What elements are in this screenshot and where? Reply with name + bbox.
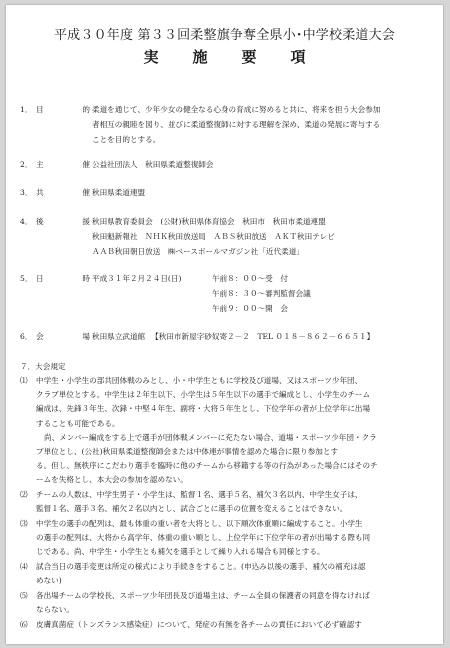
rule-line: することも可能である。 [36, 418, 120, 428]
rule-line: めない) [36, 576, 62, 586]
section-label-char: 後 [36, 217, 44, 226]
event-schedule [212, 271, 311, 316]
rule-mark: ⑸ [20, 591, 28, 600]
rule-line: の選手の配列は、大将から高学年、体重の重い順とし、上位学年に下位学年の者が出場する際も同 [36, 533, 371, 543]
rule-text [36, 488, 432, 516]
rule-line: ならない。 [36, 605, 74, 615]
rule-text [36, 560, 432, 588]
content-line: ＡＡＢ秋田朝日放送 ㈱ベースボールマガジン社「近代柔道」 [92, 247, 304, 256]
rule-line: 編成は、先鋒３年生、次鋒・中堅４年生、副将・大将５年生とし、下位学年の者が上位学年に出場 [36, 404, 371, 414]
rule-text [36, 374, 432, 488]
rule-line: 中学生・小学生の部共団体戦のみとし、小・中学生ともに学校及び道場、又はスポーツ少年団、 [36, 376, 363, 385]
rule-text [36, 589, 432, 617]
section-label-char: 目 [36, 105, 44, 114]
section-label-char: 催 [82, 160, 90, 169]
rule-line: 各出場チームの学校長、スポーツ少年団長及び道場主は、チーム全員の保護者の同意を得なければ [36, 591, 370, 600]
schedule-item: 午前８：３０～審判監督会議 [212, 289, 311, 298]
section-number: 6． [20, 332, 33, 341]
rules-heading: ７．大会規定 [20, 362, 66, 371]
rule-line: ームを失格とし、本大会の参加を認めない。 [36, 475, 188, 485]
rule-mark: ⑹ [20, 620, 28, 629]
content-line: 秋田県教育委員会 (公財)秋田県体育協会 秋田市 秋田市柔道連盟 [92, 217, 326, 226]
section-content [92, 102, 430, 147]
section-label-char: 会 [36, 332, 44, 341]
section-number: 1． [20, 105, 33, 114]
rule-line: 尚、メンバー編成をする上で選手が団体戦メンバーに充たない場合、道場・スポーツ少年団・クラ [44, 432, 377, 442]
section-label [36, 329, 90, 344]
section-label-char: 場 [82, 332, 90, 341]
rule-line: 中学生の選手の配列は、最も体重の重い者を大将とし、以下順次体重順に編成すること。小学生 [36, 519, 363, 528]
section-label-char: 的 [82, 105, 90, 114]
section-label-char: 援 [82, 217, 90, 226]
section-label [36, 102, 90, 117]
section-label [36, 271, 90, 286]
event-date: 平成３１年２月２４日(日) [92, 274, 182, 283]
section-label-char: 主 [36, 160, 44, 169]
content-line: ことを目的とする。 [92, 135, 161, 144]
schedule-item: 午前９：００～開 会 [212, 304, 288, 313]
content-line: 秋田県柔道連盟 [92, 188, 146, 197]
rule-line: る。但し、無秩序にこだわり選手を臨時に他のチームから移籍する等の行為があった場合にはそのチ [36, 461, 378, 471]
section-content [92, 329, 430, 344]
venue-name: 秋田県立武道館 [92, 332, 146, 341]
section-label-char: 共 [36, 188, 44, 197]
section-number: 5． [20, 274, 33, 283]
rule-line: チームの人数は、中学生男子・小学生は、監督１名、選手５名、補欠３名以内、中学生女子は、 [36, 490, 363, 499]
rule-mark: ⑵ [20, 490, 28, 499]
content-line: 者相互の親睦を図り、並びに柔道整復師に対する理解を深め、柔道の発展に寄与する [92, 120, 381, 129]
section-number: 3． [20, 188, 33, 197]
rule-line: クラブ単位とする。中学生は２年生以下、小学生は５年生以下の選手で編成とし、小学生のチーム [36, 390, 371, 400]
section-label [36, 214, 90, 229]
rule-text [36, 517, 432, 560]
section-label-char: 日 [36, 274, 44, 283]
section-content [92, 214, 430, 259]
content-line: 柔道を通じて、少年少女の健全なる心身の育成に努めると共に、将来を担う大会参加 [92, 105, 381, 114]
venue-address: 【秋田市新屋字砂奴寄２－２ TEL ０１８－８６２－６６５１】 [151, 332, 375, 341]
rule-line: じである。尚、中学生・小学生とも補欠を選手として繰り入れる場合も同様とする。 [36, 547, 325, 557]
rule-text [36, 618, 432, 632]
content-line: 秋田魁新報社 ＮＨＫ秋田放送局 ＡＢＳ秋田放送 ＡＫＴ秋田テレビ [92, 232, 335, 241]
rule-mark: ⑶ [20, 519, 28, 528]
rule-line: 試合当日の選手変更は所定の様式により手続きをすること。(申込み以後の選手、補欠の補充は認 [36, 562, 366, 571]
section-number: 4． [20, 217, 33, 226]
content-line: 公益社団法人 秋田県柔道整復師会 [92, 160, 214, 169]
document-page [6, 5, 443, 644]
section-content [92, 185, 430, 200]
rule-mark: ⑴ [20, 376, 28, 385]
rule-mark: ⑷ [20, 562, 28, 571]
section-label-char: 時 [82, 274, 90, 283]
rule-line: 監督１名、選手３名、補欠２名以内とし、試合ごとに選手の位置を変えることはできない。 [36, 504, 348, 514]
document-subtitle: 実施要項 [143, 48, 340, 66]
schedule-item: 午前８：００～受 付 [212, 274, 288, 283]
section-label-char: 催 [82, 188, 90, 197]
section-label [36, 157, 90, 172]
rule-line: 皮膚真菌症（トンズランス感染症）について、発症の有無を各チームの責任において必ず確認す [36, 620, 362, 629]
document-title: 平成３０年度 第３３回柔整旗争奪全県小･中学校柔道大会 [53, 28, 396, 43]
rule-line: ブ単位とし、(公社)秋田県柔道整復師会または中体連が事情を認めた場合に限り参加とす [36, 446, 339, 456]
section-label [36, 185, 90, 200]
section-number: 2． [20, 160, 33, 169]
section-content [92, 157, 430, 172]
